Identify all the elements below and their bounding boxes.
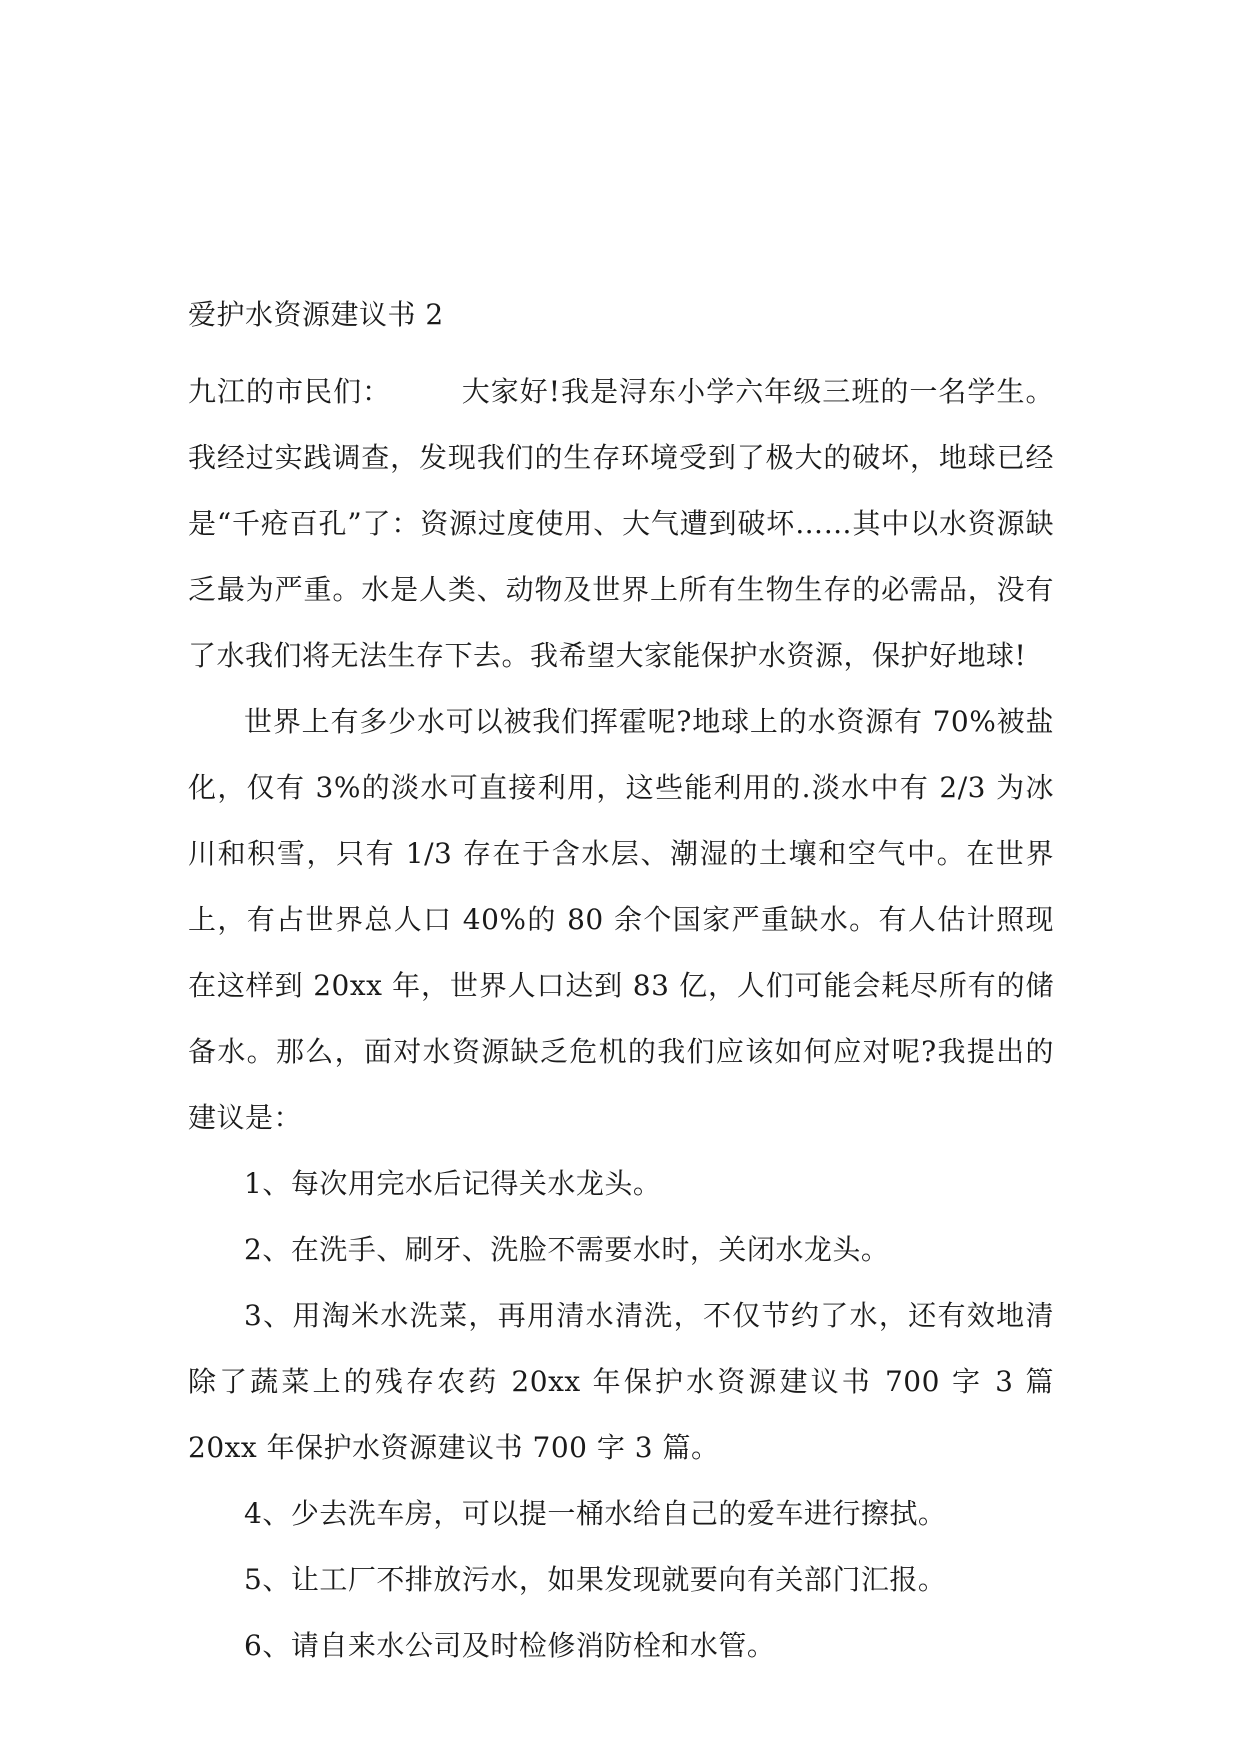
- intro-text: 大家好!我是浔东小学六年级三班的一名学生。我经过实践调查，发现我们的生存环境受到了极大的破坏，地球已经是“千疮百孔”了：资源过度使用、大气遭到破坏……其中以水资源缺乏最为严重。水是人类、动物及世界上所有生物生存的必需品，没有了水我们将无法生存下去。我希望大家能保护水资源，保护好地球!: [188, 375, 1054, 672]
- suggestion-item-5: 5、让工厂不排放污水，如果发现就要向有关部门汇报。: [244, 1563, 947, 1596]
- opening-paragraph: [188, 359, 1054, 689]
- suggestion-item-1: 1、每次用完水后记得关水龙头。: [244, 1167, 662, 1200]
- document-body: [188, 293, 1054, 1679]
- document-title: 爱护水资源建议书 2: [188, 298, 444, 331]
- salutation: 九江的市民们：: [188, 375, 392, 408]
- suggestion-item-4: 4、少去洗车房，可以提一桶水给自己的爱车进行擦拭。: [244, 1497, 947, 1530]
- suggestion-item-3: 3、用淘米水洗菜，再用清水清洗，不仅节约了水，还有效地清除了蔬菜上的残存农药 20xx 年保护水资源建议书 700 字 3 篇 20xx 年保护水资源建议书 700 字 3 篇。: [188, 1299, 1054, 1464]
- suggestion-item-2: 2、在洗手、刷牙、洗脸不需要水时，关闭水龙头。: [244, 1233, 890, 1266]
- suggestion-item-6: 6、请自来水公司及时检修消防栓和水管。: [244, 1629, 776, 1662]
- body-paragraph: 世界上有多少水可以被我们挥霍呢?地球上的水资源有 70%被盐化，仅有 3%的淡水可直接利用，这些能利用的.淡水中有 2/3 为冰川和积雪，只有 1/3 存在于含水层、潮湿的土壤和空气中。在世界上，有占世界总人口 40%的 80 余个国家严重缺水。有人估计照现在这样到 20xx 年，世界人口达到 83 亿，人们可能会耗尽所有的储备水。那么，面对水资源缺乏危机的我们应该如何应对呢?我提出的建议是：: [188, 705, 1054, 1134]
